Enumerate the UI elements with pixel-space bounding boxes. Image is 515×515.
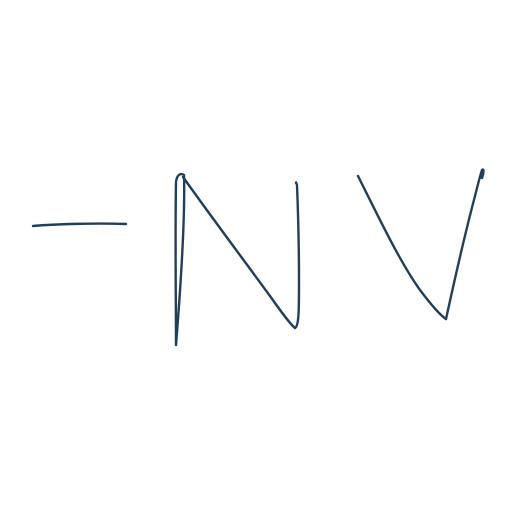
stroke-v-left	[358, 176, 446, 319]
stroke-n-right	[295, 182, 299, 328]
stroke-n-diagonal	[183, 177, 295, 328]
stroke-v-right	[446, 169, 484, 319]
stroke-n-left	[176, 174, 185, 345]
stroke-dash	[33, 224, 126, 226]
